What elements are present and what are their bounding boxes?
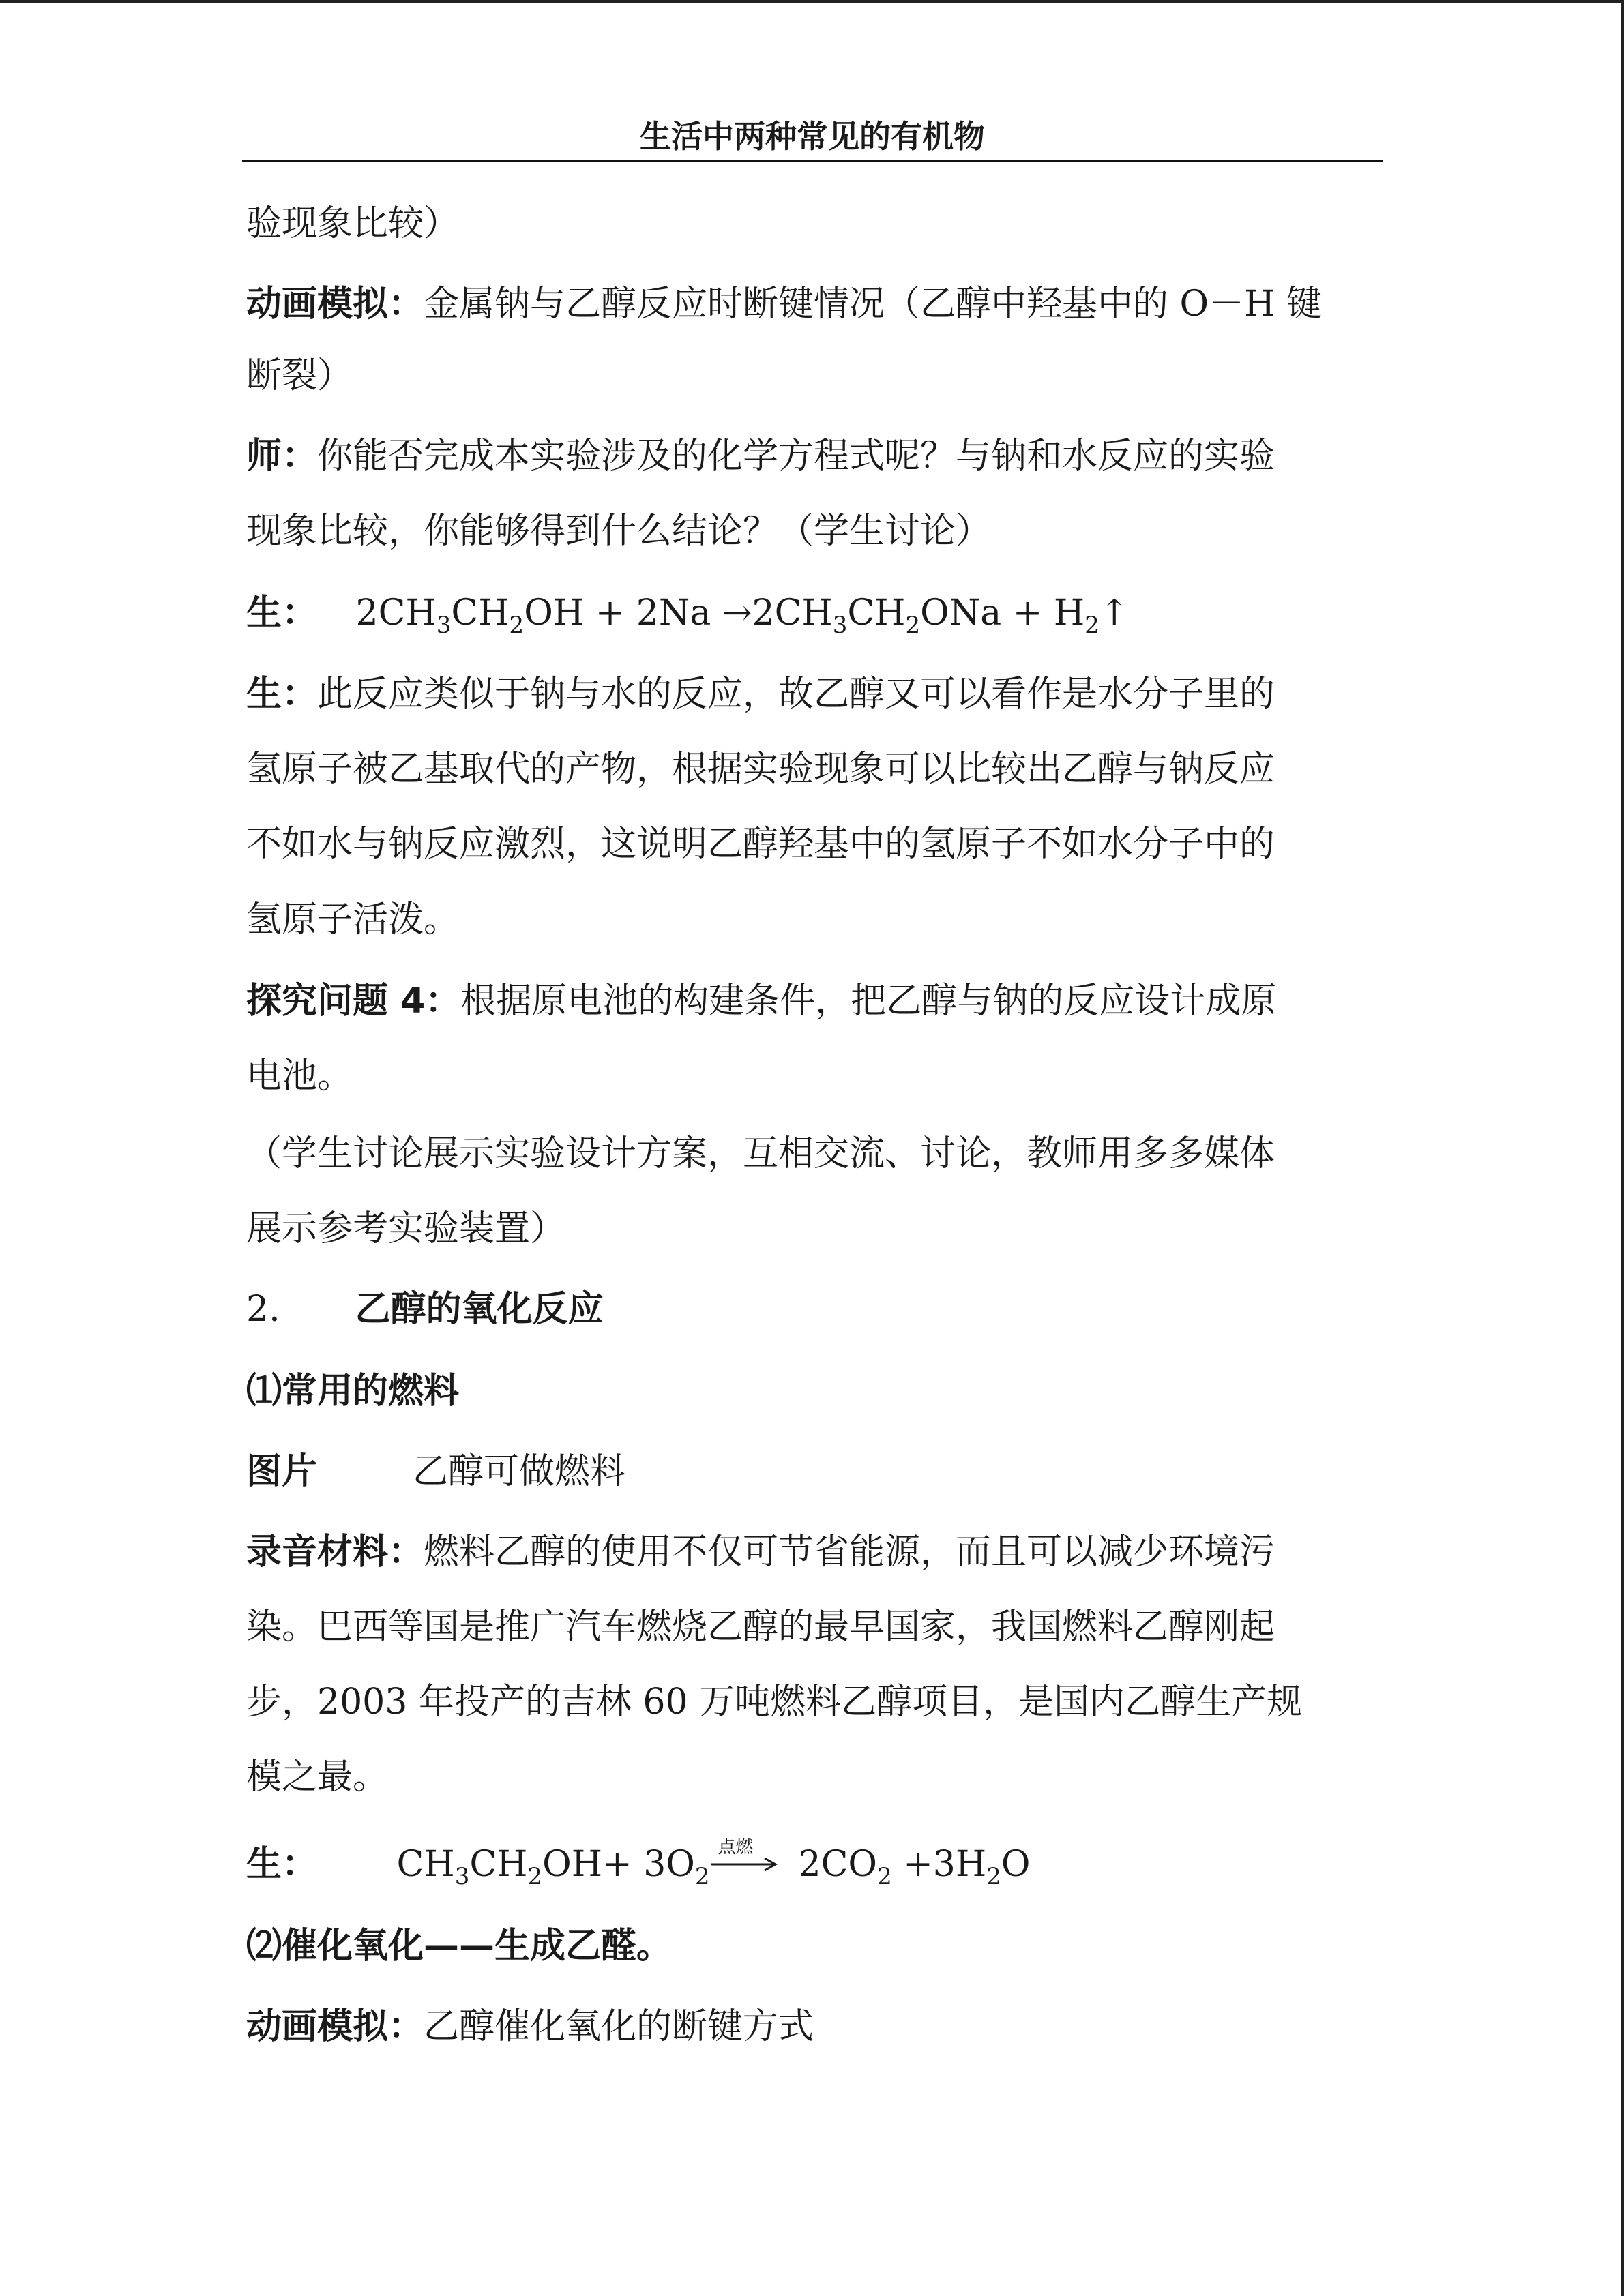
line-label: 动画模拟： [246, 284, 424, 325]
paragraph-line [246, 1527, 1275, 1577]
line-label: ⑵催化氧化——生成乙醛。 [246, 1926, 673, 1967]
chemical-equation-sodium-ethanol: $2CH_3CH_2OH + 2Na \to 2CH_3CH_2ONa$ + $H_2↑$ [355, 593, 1130, 639]
line-text: 步，2003 年投产的吉林 60 万吨燃料乙醇项目，是国内乙醇生产规 [246, 1682, 1303, 1723]
subsection-heading [246, 1367, 459, 1416]
line-text: 乙醇可做燃料 [413, 1451, 626, 1492]
line-label: 动画模拟： [246, 2006, 424, 2047]
line-label: 录音材料： [246, 1532, 424, 1572]
paragraph-line [246, 2002, 814, 2051]
line-label: 生： [246, 593, 318, 633]
line-label: 生： [246, 1844, 318, 1885]
line-text: 你能否完成本实验涉及的化学方程式呢？与钠和水反应的实验 [317, 436, 1275, 477]
line-text: 金属钠与乙醇反应时断键情况（乙醇中羟基中的 O－H 键 [424, 284, 1323, 325]
line-text: 不如水与钠反应激烈，这说明乙醇羟基中的氢原子不如水分子中的 [246, 824, 1275, 865]
header-rule [242, 160, 1383, 162]
paragraph-line [246, 1204, 565, 1253]
line-label: ⑴常用的燃料 [246, 1371, 460, 1412]
paragraph-line [246, 280, 1322, 329]
line-text: 展示参考实验装置） [246, 1208, 566, 1249]
gas-up-arrow: ↑ [1099, 593, 1130, 633]
paragraph-line [246, 670, 1275, 719]
line-text: 氢原子被乙基取代的产物，根据实验现象可以比较出乙醇与钠反应 [246, 749, 1275, 790]
line-text: 氢原子活泼。 [246, 899, 460, 940]
paragraph-line [246, 1602, 1275, 1652]
paragraph-line [246, 351, 353, 400]
line-text: 电池。 [246, 1056, 353, 1097]
reaction-condition: 点燃 [718, 1837, 754, 1858]
subsection-heading [246, 1922, 672, 1971]
paragraph-line [246, 1052, 353, 1101]
section-number: 2. [246, 1289, 280, 1330]
line-text: （学生讨论展示实验设计方案，互相交流、讨论，教师用多多媒体 [246, 1133, 1275, 1174]
paragraph-line [246, 1678, 1302, 1727]
equation-line [246, 588, 1129, 638]
section-heading [246, 1285, 604, 1334]
reaction-arrow-with-condition [710, 1837, 778, 1889]
line-text: 燃料乙醇的使用不仅可节省能源，而且可以减少环境污 [424, 1532, 1275, 1572]
line-text: 乙醇催化氧化的断键方式 [424, 2006, 814, 2047]
paragraph-line [246, 199, 459, 248]
page-header-title: 生活中两种常见的有机物 [640, 118, 985, 155]
page-border-right [1621, 0, 1624, 2296]
page-border-top [0, 0, 1624, 3]
line-label: 生： [246, 674, 318, 715]
paragraph-line [246, 976, 1276, 1026]
equation-line [246, 1837, 1031, 1890]
paragraph-line [246, 1447, 625, 1496]
paragraph-line [246, 432, 1275, 481]
chemical-equation-ethanol-combustion: $CH_3CH_2OH+ 3O_2$ 点燃 $2CO_2 +3H_2O$ [396, 1837, 1031, 1890]
line-text: 断裂） [246, 355, 353, 396]
reaction-arrow: → [722, 593, 752, 633]
line-text: 此反应类似于钠与水的反应，故乙醇又可以看作是水分子里的 [317, 674, 1275, 715]
paragraph-line [246, 1129, 1275, 1178]
line-label: 师： [246, 436, 318, 477]
paragraph-line [246, 1753, 388, 1802]
paragraph-line [246, 507, 991, 556]
line-text: 模之最。 [246, 1757, 389, 1798]
line-text: 现象比较，你能够得到什么结论？（学生讨论） [246, 511, 992, 552]
line-label: 探究问题 4： [246, 981, 461, 1022]
line-label: 图片 [246, 1451, 318, 1492]
paragraph-line [246, 745, 1275, 794]
paragraph-line [246, 895, 459, 944]
line-text: 染。巴西等国是推广汽车燃烧乙醇的最早国家，我国燃料乙醇刚起 [246, 1607, 1275, 1648]
line-text: 验现象比较） [246, 203, 460, 244]
section-title: 乙醇的氧化反应 [355, 1289, 604, 1330]
paragraph-line [246, 820, 1275, 869]
line-text: 根据原电池的构建条件，把乙醇与钠的反应设计成原 [460, 981, 1277, 1022]
